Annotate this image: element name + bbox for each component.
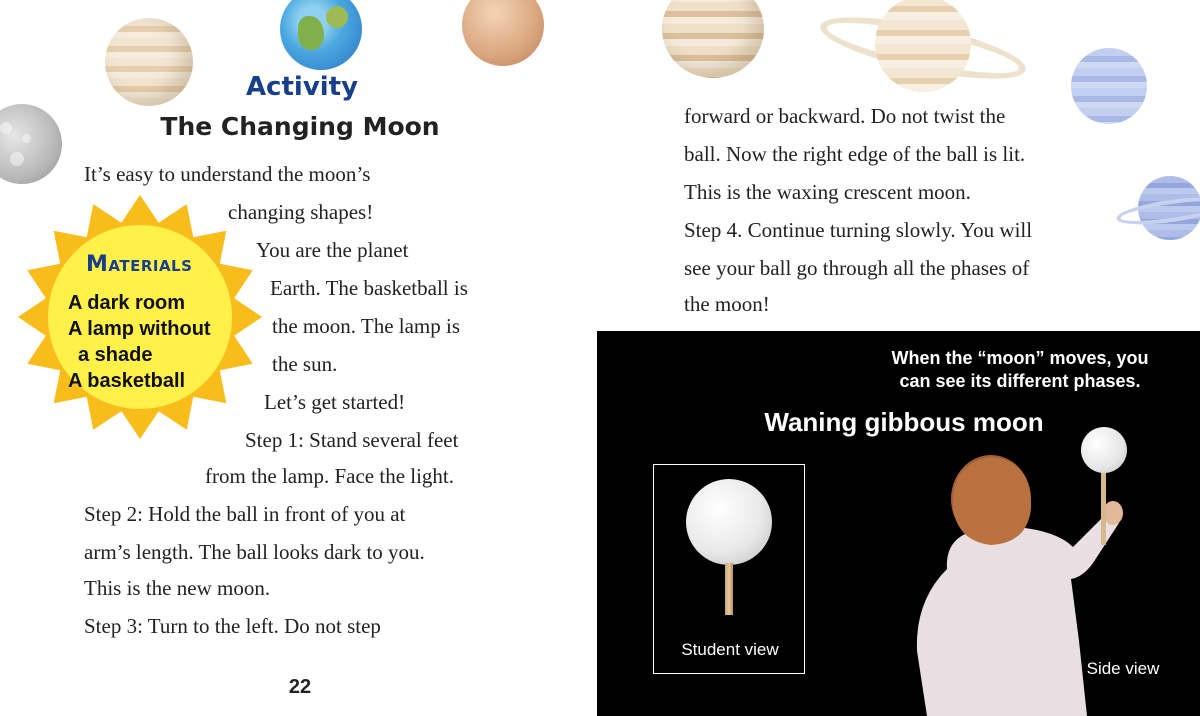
body-text-line: Step 2: Hold the ball in front of you at — [84, 502, 406, 526]
ringed-planet-icon — [875, 0, 971, 92]
material-item: a shade — [78, 344, 153, 366]
body-text-line: Earth. The basketball is — [270, 276, 468, 300]
venus-planet-icon — [462, 0, 544, 66]
body-text-line: see your ball go through all the phases of — [684, 256, 1030, 280]
body-text-line: Step 1: Stand several feet — [245, 428, 459, 452]
photo-caption-line: When the “moon” moves, you — [891, 348, 1149, 368]
body-text-line: Let’s get started! — [264, 390, 406, 414]
stick-icon — [725, 563, 733, 615]
body-text-line: You are the planet — [256, 238, 409, 262]
body-text-line: the sun. — [272, 352, 338, 376]
earth-planet-icon — [280, 0, 362, 70]
body-text-line: arm’s length. The ball looks dark to you. — [84, 540, 425, 564]
body-text-line: This is the new moon. — [84, 576, 271, 600]
photo-caption — [855, 347, 1185, 393]
page-title: The Changing Moon — [160, 112, 440, 141]
body-text-line: Step 4. Continue turning slowly. You will — [684, 218, 1033, 242]
activity-label: Activity — [245, 72, 359, 102]
stick-icon — [1101, 471, 1106, 545]
student-view-label: Student view — [681, 640, 779, 659]
body-text-line: changing shapes! — [228, 200, 374, 224]
jupiter-planet-icon — [105, 18, 193, 106]
body-text-line: This is the waxing crescent moon. — [684, 180, 971, 204]
body-text-line: It’s easy to understand the moon’s — [84, 162, 371, 186]
materials-title: Materials — [86, 252, 193, 277]
material-item: A lamp without — [68, 318, 211, 340]
body-text-line: forward or backward. Do not twist the — [684, 104, 1006, 128]
moon-planet-icon — [0, 104, 62, 184]
body-text-line: ball. Now the right edge of the ball is lit. — [684, 142, 1026, 166]
page-number: 22 — [288, 676, 312, 698]
student-view-box — [653, 464, 805, 674]
saturn-planet-icon — [662, 0, 764, 78]
body-text-line: Step 3: Turn to the left. Do not step — [84, 614, 381, 638]
ball-icon — [1081, 427, 1127, 473]
side-view-label: Side view — [1086, 659, 1160, 678]
phase-label: Waning gibbous moon — [764, 407, 1044, 437]
photo-caption-line: can see its different phases. — [899, 371, 1141, 391]
material-item: A basketball — [68, 370, 186, 392]
body-text-line: from the lamp. Face the light. — [205, 464, 455, 488]
uranus-planet-icon — [1071, 48, 1147, 124]
sun-burst-icon — [18, 192, 262, 442]
material-item: A dark room — [68, 292, 186, 314]
body-text-line: the moon. The lamp is — [272, 314, 461, 338]
body-text-line: the moon! — [684, 292, 770, 316]
moon-phase-photo — [597, 331, 1200, 716]
ball-icon — [686, 479, 772, 565]
